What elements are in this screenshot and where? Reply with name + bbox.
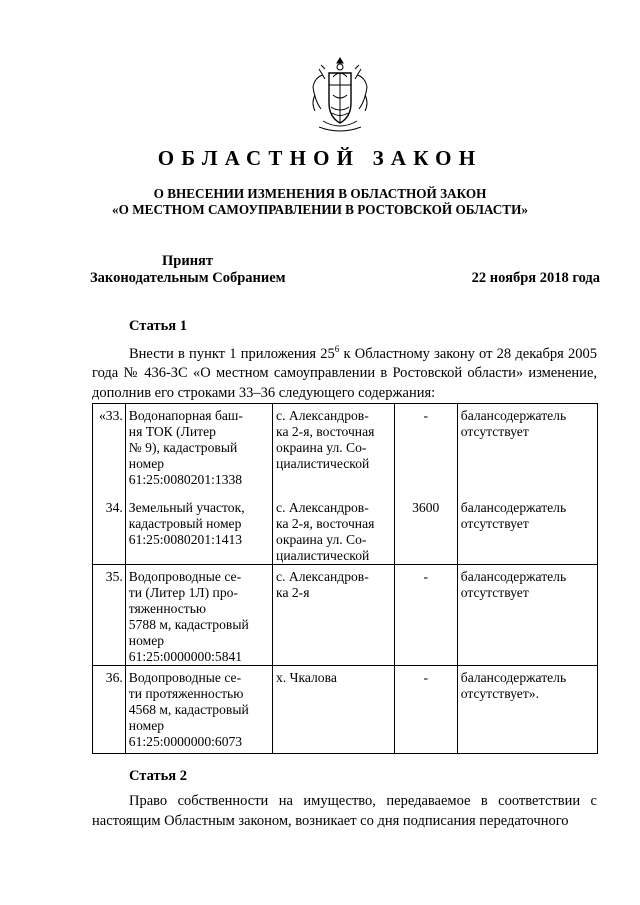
row-object: Водопроводные се- ти протяженностью 4568 м, кадастровый номер 61:25:0000000:6073: [125, 666, 272, 754]
row-location: с. Александров- ка 2-я, восточная окраина ул. Со- циалистической: [273, 488, 395, 565]
subtitle-line-2: «О МЕСТНОМ САМОУПРАВЛЕНИИ В РОСТОВСКОЙ ОБЛАСТИ»: [112, 202, 528, 217]
row-area: -: [394, 666, 457, 754]
row-area: -: [394, 565, 457, 666]
row-location: х. Чкалова: [273, 666, 395, 754]
row-holder: балансодержатель отсутствует: [457, 404, 597, 489]
row-holder: балансодержатель отсутствует».: [457, 666, 597, 754]
row-number: 36.: [93, 666, 126, 754]
row-number: 34.: [93, 488, 126, 565]
article-1-superscript: 6: [334, 344, 340, 354]
article-1-text-part2: к Областному закону от 28 декабря 2005 года № 436-ЗС «О местном самоуправлении в Ростовской области» изменение, дополнив его строками 33–36 следующего содержания:: [92, 345, 597, 401]
article-2-paragraph: Право собственности на имущество, передаваемое в соответствии с настоящим Областным законом, возникает со дня подписания передаточного: [92, 793, 597, 829]
row-area: -: [394, 404, 457, 489]
row-location: с. Александров- ка 2-я, восточная окраина ул. Со- циалистической: [273, 404, 395, 489]
adoption-date: 22 ноября 2018 года: [471, 270, 600, 286]
article-2-text: [92, 792, 597, 831]
article-1-heading: Статья 1: [129, 318, 187, 334]
coat-of-arms-icon: [309, 55, 371, 135]
row-object: Водонапорная баш- ня ТОК (Литер № 9), кадастровый номер 61:25:0080201:1338: [125, 404, 272, 489]
adoption-block: [90, 253, 600, 287]
table-row: [93, 666, 598, 754]
adoption-label-line-1: Принят: [162, 253, 214, 269]
adoption-label-line-2: Законодательным Собранием: [90, 270, 286, 286]
row-object: Земельный участок, кадастровый номер 61:25:0080201:1413: [125, 488, 272, 565]
table-row: [93, 565, 598, 666]
row-number: 35.: [93, 565, 126, 666]
article-2-heading: Статья 2: [129, 768, 187, 784]
row-object: Водопроводные се- ти (Литер 1Л) про- тяженностью 5788 м, кадастровый номер 61:25:0000000:5841: [125, 565, 272, 666]
table-row: [93, 404, 598, 489]
row-location: с. Александров- ка 2-я: [273, 565, 395, 666]
row-holder: балансодержатель отсутствует: [457, 488, 597, 565]
table-row: [93, 488, 598, 565]
property-table: [92, 403, 598, 754]
document-title: ОБЛАСТНОЙ ЗАКОН: [157, 146, 483, 170]
article-1-text: [92, 340, 597, 403]
row-area: 3600: [394, 488, 457, 565]
row-holder: балансодержатель отсутствует: [457, 565, 597, 666]
subtitle-line-1: О ВНЕСЕНИИ ИЗМЕНЕНИЯ В ОБЛАСТНОЙ ЗАКОН: [153, 186, 487, 201]
row-number: «33.: [93, 404, 126, 489]
document-subtitle: [0, 186, 640, 218]
article-1-text-part1: Внести в пункт 1 приложения 25: [129, 345, 335, 362]
